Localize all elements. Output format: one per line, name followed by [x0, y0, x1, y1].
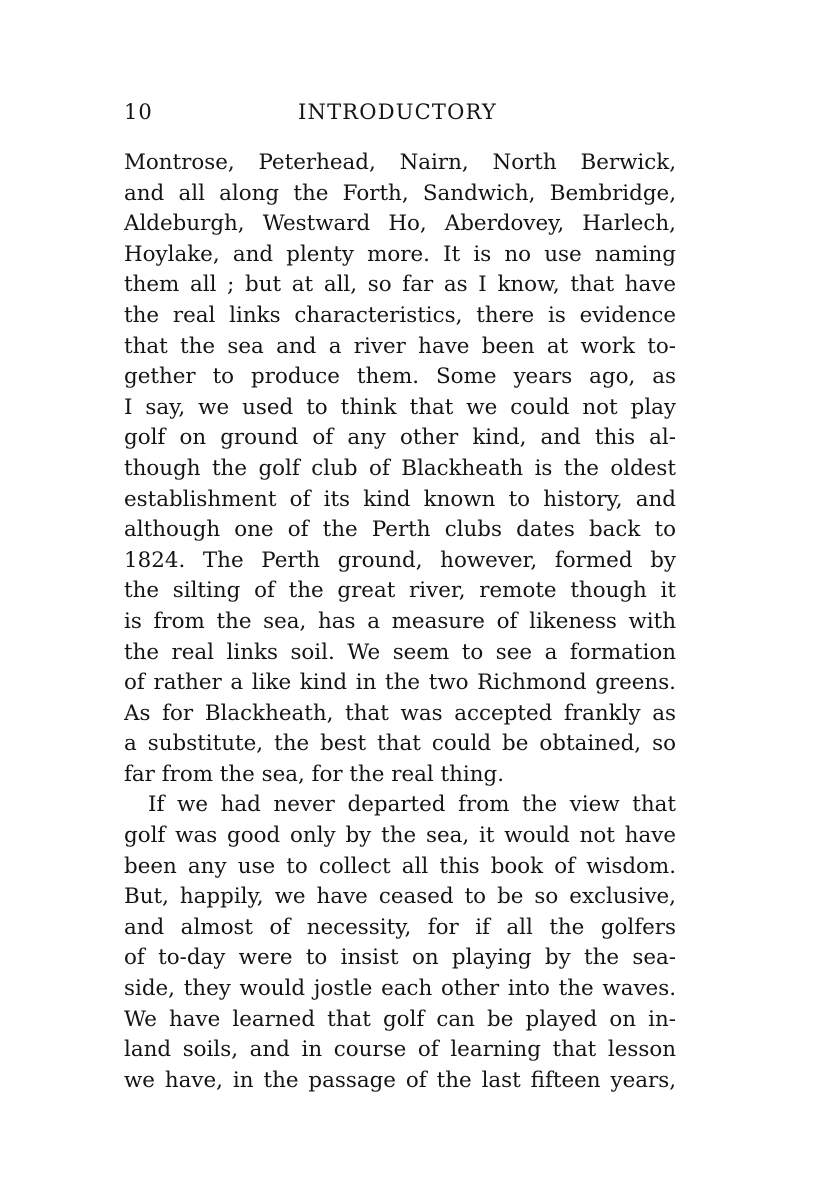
text-line: of rather a like kind in the two Richmond greens. [124, 670, 676, 696]
text-line: of to-day were to insist on playing by the sea- [124, 945, 676, 971]
text-line: golf on ground of any other kind, and this al- [124, 425, 676, 451]
text-line: been any use to collect all this book of wisdom. [124, 853, 676, 879]
text-line: is from the sea, has a measure of likeness with [124, 608, 676, 634]
text-line: we have, in the passage of the last fifteen years, [124, 1067, 676, 1093]
page-header [124, 100, 676, 134]
text-line: Montrose, Peterhead, Nairn, North Berwick, [124, 150, 676, 175]
text-line: Hoylake, and plenty more. It is no use naming [124, 241, 676, 267]
page-number: 10 [124, 100, 153, 124]
text-line: I say, we used to think that we could not play [124, 394, 676, 420]
text-line: side, they would jostle each other into the waves. [124, 976, 676, 1002]
text-line: 1824. The Perth ground, however, formed by [124, 547, 676, 573]
text-line: the silting of the great river, remote though it [124, 578, 676, 604]
text-line: the real links characteristics, there is evidence [124, 302, 676, 328]
text-line: Aldeburgh, Westward Ho, Aberdovey, Harlech, [124, 211, 676, 237]
text-line: gether to produce them. Some years ago, as [124, 364, 676, 390]
text-line: land soils, and in course of learning that lesson [124, 1037, 676, 1063]
text-line: We have learned that golf can be played on in- [124, 1006, 676, 1032]
text-line: them all ; but at all, so far as I know, that have [124, 272, 676, 298]
paragraph-start-line: If we had never departed from the view that [148, 792, 676, 818]
text-line: a substitute, the best that could be obtained, so [124, 731, 676, 757]
text-line: though the golf club of Blackheath is the oldest [124, 455, 676, 481]
body-text [124, 148, 676, 1096]
text-line: But, happily, we have ceased to be so exclusive, [124, 884, 676, 910]
text-line: that the sea and a river have been at work to- [124, 333, 676, 359]
running-title: INTRODUCTORY [298, 100, 497, 124]
text-line: establishment of its kind known to history, and [124, 486, 676, 512]
text-line: the real links soil. We seem to see a formation [124, 639, 676, 665]
text-line: and all along the Forth, Sandwich, Bembridge, [124, 180, 676, 206]
text-line: golf was good only by the sea, it would not have [124, 823, 676, 849]
text-line: As for Blackheath, that was accepted frankly as [124, 700, 676, 726]
text-line: although one of the Perth clubs dates back to [124, 517, 676, 543]
paragraph-end-line: far from the sea, for the real thing. [124, 761, 505, 787]
text-line: and almost of necessity, for if all the golfers [124, 914, 676, 940]
